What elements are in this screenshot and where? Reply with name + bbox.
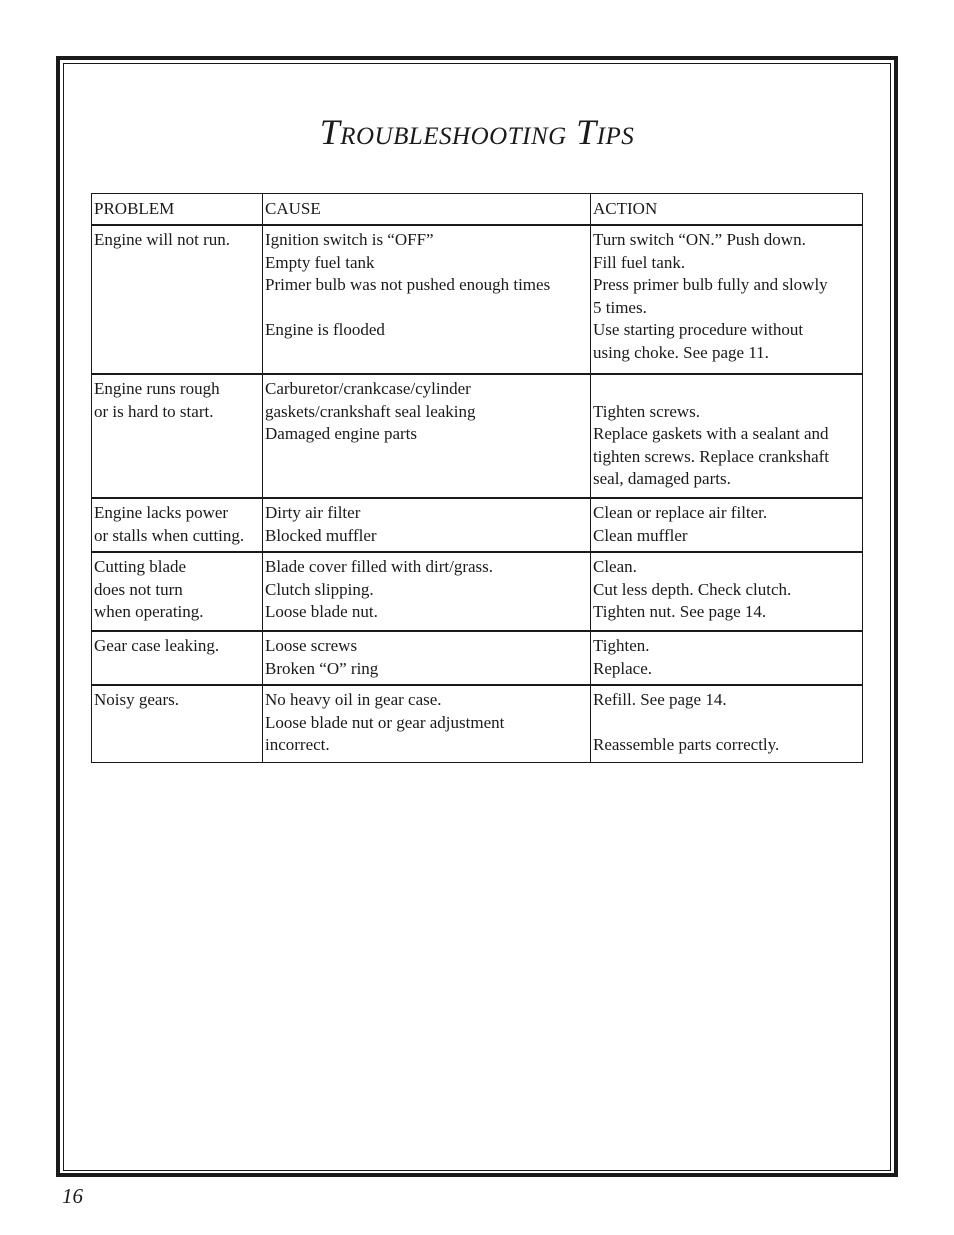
cell-action xyxy=(590,225,863,373)
header-cause: CAUSE xyxy=(262,193,590,225)
cause-line xyxy=(265,297,590,320)
action-line: Replace. xyxy=(593,658,652,678)
table-row xyxy=(91,630,863,684)
cause-line: gaskets/crankshaft seal leaking xyxy=(265,401,476,421)
cause-line: Ignition switch is “OFF” xyxy=(265,230,434,249)
cell-problem xyxy=(91,225,262,373)
problem-line: Engine lacks power xyxy=(94,503,229,522)
cause-line: incorrect. xyxy=(265,735,330,754)
action-line: Refill. See page 14. xyxy=(593,690,727,709)
problem-line: Gear case leaking. xyxy=(94,636,220,655)
action-line: Tighten nut. See page 14. xyxy=(593,602,767,621)
action-line: Reassemble parts correctly. xyxy=(593,735,780,754)
action-line: Tighten. xyxy=(593,636,650,655)
cause-line: Primer bulb was not pushed enough times xyxy=(265,275,551,294)
cause-line: Loose blade nut. xyxy=(265,602,378,621)
cause-line: Clutch slipping. xyxy=(265,579,374,599)
action-line: Use starting procedure without xyxy=(593,320,804,339)
table-row xyxy=(91,373,863,497)
cause-line: Loose blade nut or gear adjustment xyxy=(265,712,505,732)
action-line: Clean muffler xyxy=(593,525,688,545)
cell-action xyxy=(590,373,863,497)
cell-cause xyxy=(262,373,590,497)
problem-line: or stalls when cutting. xyxy=(94,525,245,545)
troubleshooting-table xyxy=(91,193,863,763)
problem-line: Engine runs rough xyxy=(94,379,220,398)
action-line: Press primer bulb fully and slowly xyxy=(593,275,828,294)
problem-line: does not turn xyxy=(94,579,183,599)
problem-line: when operating. xyxy=(94,602,204,621)
cause-line: Blocked muffler xyxy=(265,525,377,545)
problem-line: Cutting blade xyxy=(94,557,187,576)
action-line xyxy=(593,712,862,735)
table-row xyxy=(91,225,863,373)
cell-cause xyxy=(262,225,590,373)
header-action: ACTION xyxy=(590,193,863,225)
header-problem: PROBLEM xyxy=(91,193,262,225)
action-line: Clean. xyxy=(593,557,637,576)
table-row xyxy=(91,497,863,551)
cause-line: No heavy oil in gear case. xyxy=(265,690,442,709)
cell-problem xyxy=(91,684,262,763)
action-line: seal, damaged parts. xyxy=(593,469,731,488)
cell-problem xyxy=(91,551,262,630)
cell-problem xyxy=(91,373,262,497)
cause-line: Engine is flooded xyxy=(265,320,385,339)
action-line: Clean or replace air filter. xyxy=(593,503,768,522)
cell-action xyxy=(590,551,863,630)
problem-line: Engine will not run. xyxy=(94,230,230,249)
action-line: Turn switch “ON.” Push down. xyxy=(593,230,806,249)
cell-action xyxy=(590,684,863,763)
page-title: Troubleshooting Tips xyxy=(319,112,635,152)
action-line xyxy=(593,378,862,401)
page-number: 16 xyxy=(62,1184,83,1208)
cause-line: Dirty air filter xyxy=(265,503,361,522)
action-line: Cut less depth. Check clutch. xyxy=(593,579,792,599)
cell-cause xyxy=(262,497,590,551)
table-row xyxy=(91,684,863,763)
problem-line: or is hard to start. xyxy=(94,401,214,421)
table-header-row xyxy=(91,193,863,225)
cell-problem xyxy=(91,497,262,551)
action-line: Fill fuel tank. xyxy=(593,252,686,272)
action-line: tighten screws. Replace crankshaft xyxy=(593,446,830,466)
action-line: Tighten screws. xyxy=(593,401,701,421)
cause-line: Carburetor/crankcase/cylinder xyxy=(265,379,471,398)
table-row xyxy=(91,551,863,630)
cell-cause xyxy=(262,684,590,763)
action-line: Replace gaskets with a sealant and xyxy=(593,424,829,443)
cause-line: Empty fuel tank xyxy=(265,252,375,272)
action-line: 5 times. xyxy=(593,297,647,317)
cell-cause xyxy=(262,630,590,684)
cell-action xyxy=(590,630,863,684)
cell-cause xyxy=(262,551,590,630)
cause-line: Broken “O” ring xyxy=(265,658,379,678)
cause-line: Loose screws xyxy=(265,636,358,655)
cell-problem xyxy=(91,630,262,684)
cause-line: Damaged engine parts xyxy=(265,424,417,443)
action-line: using choke. See page 11. xyxy=(593,342,769,362)
cause-line: Blade cover filled with dirt/grass. xyxy=(265,557,494,576)
cell-action xyxy=(590,497,863,551)
problem-line: Noisy gears. xyxy=(94,690,179,709)
